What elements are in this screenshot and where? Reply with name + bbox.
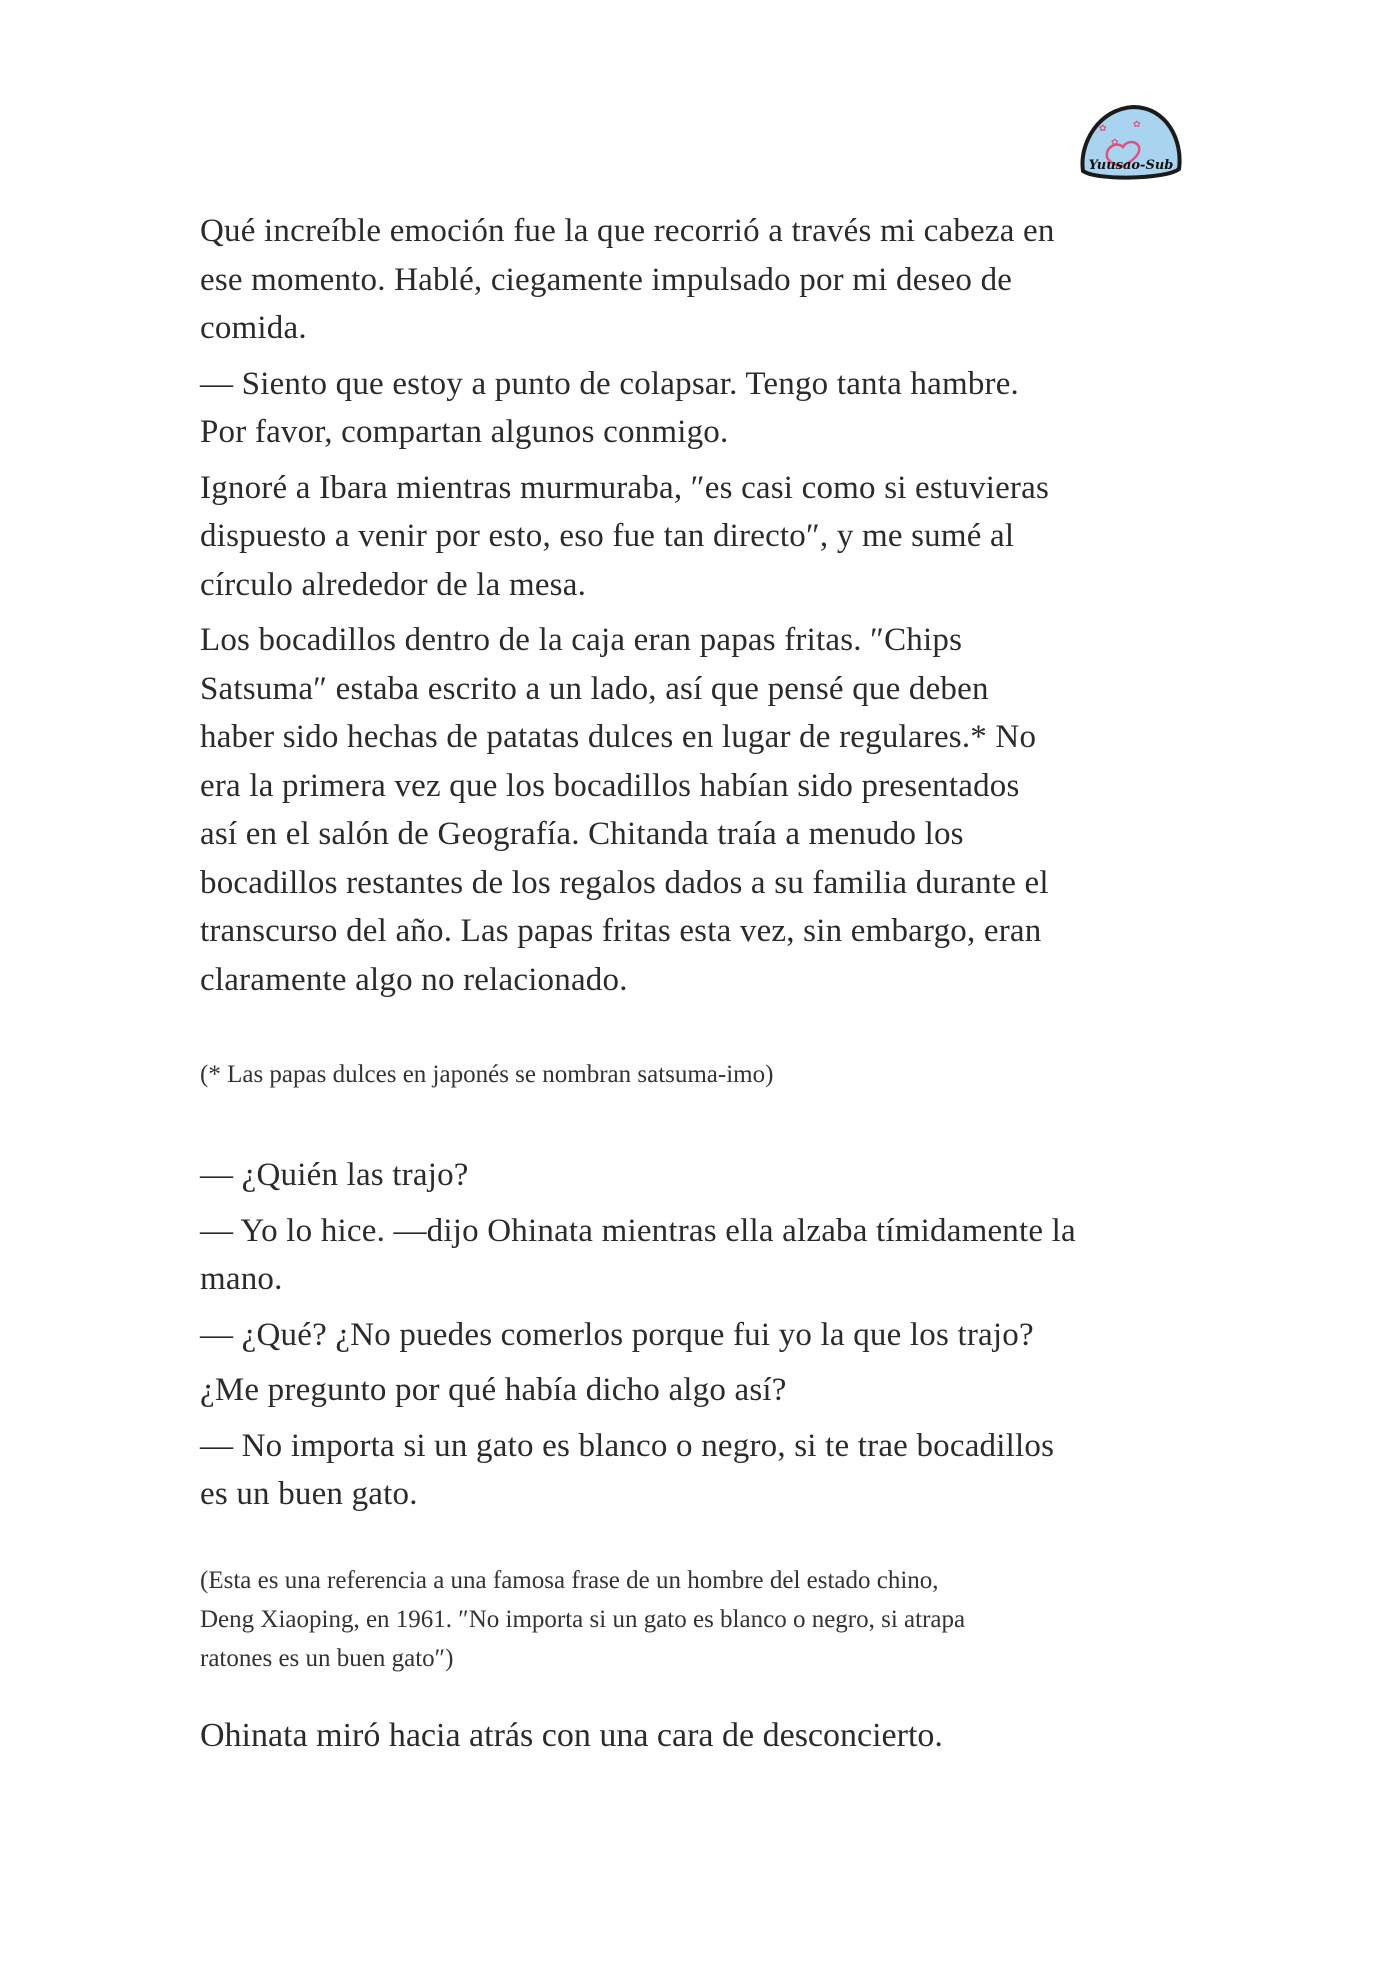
text-body	[200, 207, 1200, 1761]
dialogue-line: — ¿Qué? ¿No puedes comerlos porque fui yo la que los trajo?	[200, 1316, 1034, 1353]
paragraph-1: Qué increíble emoción fue la que recorrió a través mi cabeza en ese momento. Hablé, ciegamente impulsado por mi deseo de comida.	[200, 213, 1055, 346]
paragraph-4: Los bocadillos dentro de la caja eran papas fritas. ″Chips Satsuma″ estaba escrito a un lado, así que pensé que deben haber sido hechas de patatas dulces en lugar de regulares.* No era la primera vez que los bocadillos habían sido presentados así en el salón de Geografía. Chitanda traía a menudo los bocadillos restantes de los regalos dados a su familia durante el transcurso del año. Las papas fritas esta vez, sin embargo, eran claramente algo no relacionado.	[200, 622, 1049, 998]
dialogue-line: — Yo lo hice. —dijo Ohinata mientras ella alzaba tímidamente la mano.	[200, 1212, 1076, 1297]
footnote-satsuma: (* Las papas dulces en japonés se nombran satsuma-imo)	[200, 1061, 774, 1088]
footnote-deng-xiaoping: (Esta es una referencia a una famosa frase de un hombre del estado chino, Deng Xiaoping, en 1961. ″No importa si un gato es blanco o negro, si atrapa ratones es un buen gato″)	[200, 1566, 966, 1672]
svg-text:✿: ✿	[1111, 138, 1119, 148]
yuusao-sub-logo	[1077, 103, 1185, 183]
logo-emblem-icon	[1077, 103, 1185, 183]
dialogue-line: ¿Me pregunto por qué había dicho algo así?	[200, 1372, 787, 1408]
svg-text:Yuusao-Sub: Yuusao-Sub	[1088, 158, 1174, 173]
paragraph-2: — Siento que estoy a punto de colapsar. Tengo tanta hambre. Por favor, compartan algunos conmigo.	[200, 365, 1020, 450]
svg-text:✿: ✿	[1133, 120, 1141, 130]
dialogue-block	[200, 1151, 1200, 1519]
dialogue-line: — ¿Quién las trajo?	[200, 1157, 469, 1193]
paragraph-3: Ignoré a Ibara mientras murmuraba, ″es casi como si estuvieras dispuesto a venir por esto, eso fue tan directo″, y me sumé al círculo alrededor de la mesa.	[200, 469, 1050, 603]
dialogue-line: — No importa si un gato es blanco o negro, si te trae bocadillos es un buen gato.	[200, 1427, 1055, 1512]
svg-text:✿: ✿	[1099, 124, 1107, 134]
closing-paragraph: Ohinata miró hacia atrás con una cara de desconcierto.	[200, 1716, 943, 1754]
